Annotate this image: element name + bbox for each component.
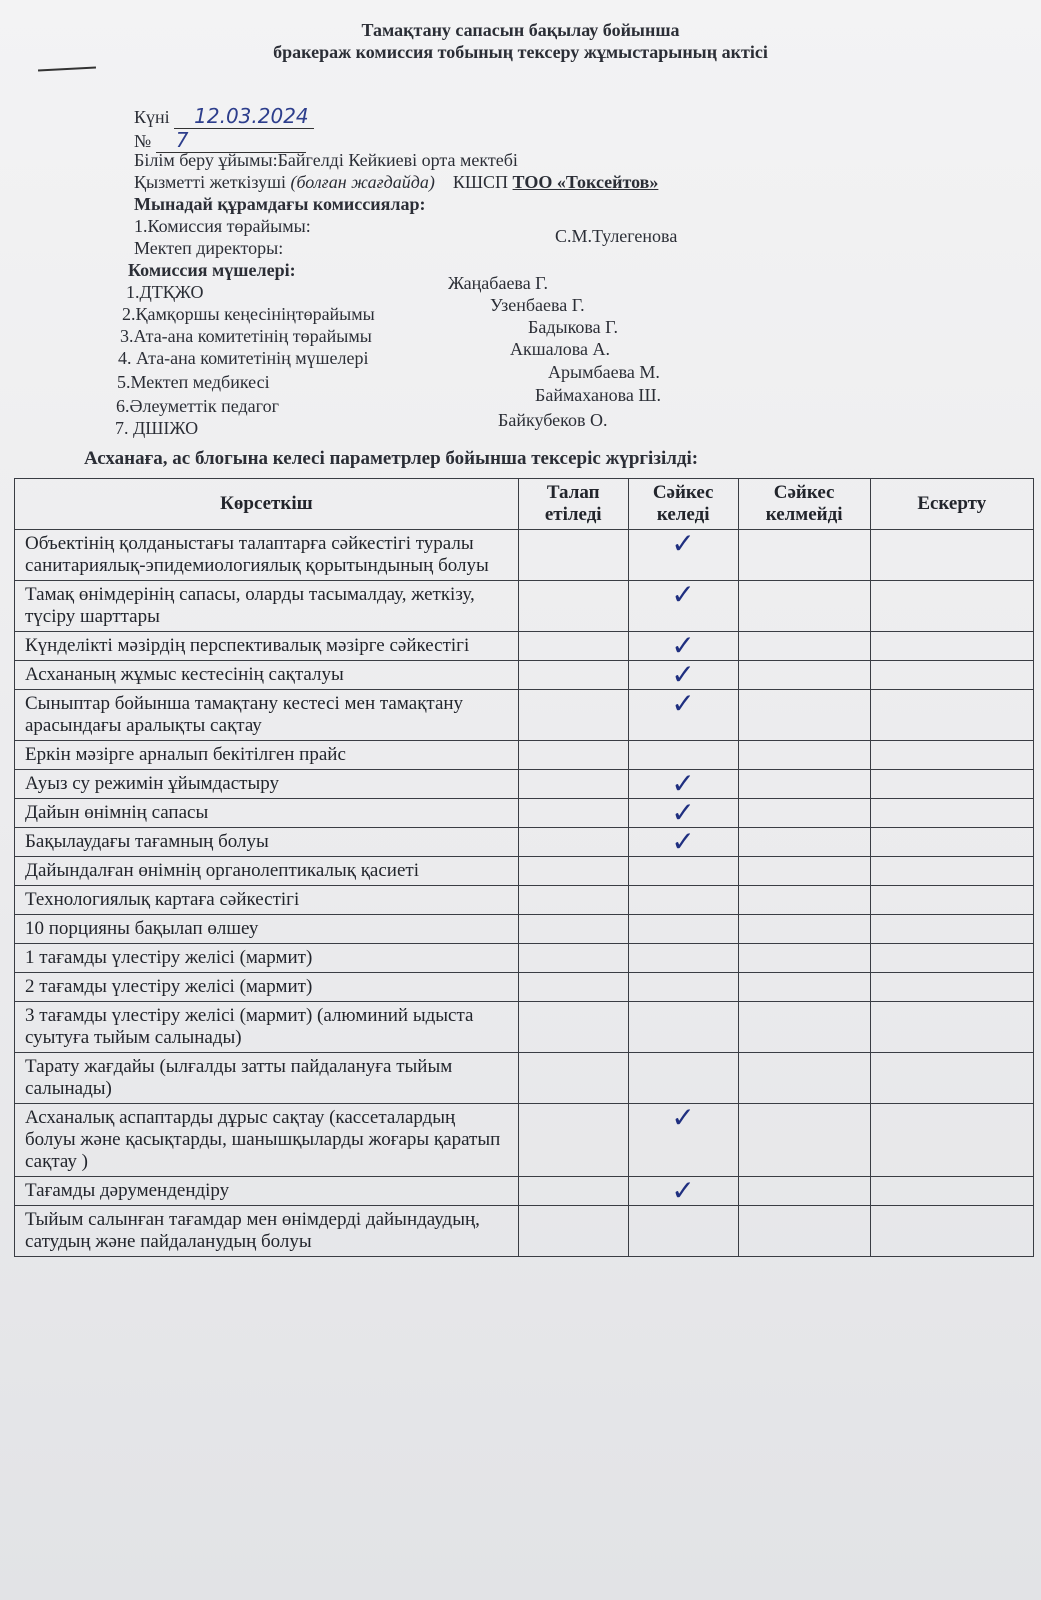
- row-indicator: Дайындалған өнімнің органолептикалық қасиеті: [15, 857, 519, 886]
- not-complies-cell: [738, 886, 870, 915]
- column-header-required: Талап етіледі: [518, 479, 628, 530]
- required-cell: [518, 915, 628, 944]
- table-header-row: [15, 479, 1034, 530]
- member-role: 4. Ата-ана комитетінің мүшелері: [118, 348, 369, 368]
- required-cell: [518, 944, 628, 973]
- supplier-type: КШСП: [452, 172, 509, 192]
- note-cell: [870, 632, 1033, 661]
- required-cell: [518, 661, 628, 690]
- row-indicator: Күнделікті мәзірдің перспективалық мәзірге сәйкестігі: [15, 632, 519, 661]
- member-role: 2.Қамқоршы кеңесініңтөрайымы: [122, 304, 375, 324]
- member-name: Бадыкова Г.: [528, 317, 619, 337]
- complies-cell: ✓: [628, 632, 738, 661]
- note-cell: [870, 690, 1033, 741]
- required-cell: [518, 886, 628, 915]
- member-role: 1.ДТҚЖО: [126, 282, 204, 302]
- member-role: 5.Мектеп медбикесі: [117, 372, 270, 392]
- note-cell: [870, 915, 1033, 944]
- required-cell: [518, 1002, 628, 1053]
- row-indicator: Ауыз су режимін ұйымдастыру: [15, 770, 519, 799]
- required-cell: [518, 1177, 628, 1206]
- not-complies-cell: [738, 1002, 870, 1053]
- not-complies-cell: [738, 799, 870, 828]
- not-complies-cell: [738, 944, 870, 973]
- not-complies-cell: [738, 973, 870, 1002]
- note-cell: [870, 886, 1033, 915]
- complies-cell: [628, 1206, 738, 1257]
- required-cell: [518, 770, 628, 799]
- not-complies-cell: [738, 690, 870, 741]
- row-indicator: 10 порцияны бақылап өлшеу: [15, 915, 519, 944]
- not-complies-cell: [738, 915, 870, 944]
- required-cell: [518, 632, 628, 661]
- table-row: [15, 944, 1034, 973]
- complies-cell: ✓: [628, 1104, 738, 1177]
- required-cell: [518, 1206, 628, 1257]
- number-label: №: [134, 131, 152, 151]
- supplier-line: [134, 172, 658, 193]
- row-indicator: Асхананың жұмыс кестесінің сақталуы: [15, 661, 519, 690]
- note-cell: [870, 770, 1033, 799]
- date-field: [134, 104, 314, 129]
- note-cell: [870, 857, 1033, 886]
- required-cell: [518, 741, 628, 770]
- row-indicator: Тамақ өнімдерінің сапасы, оларды тасымалдау, жеткізу, түсіру шарттары: [15, 581, 519, 632]
- required-cell: [518, 581, 628, 632]
- not-complies-cell: [738, 741, 870, 770]
- act-title-line1: Тамақтану сапасын бақылау бойынша: [361, 20, 680, 40]
- row-indicator: Сыныптар бойынша тамақтану кестесі мен тамақтану арасындағы аралықты сақтау: [15, 690, 519, 741]
- complies-cell: ✓: [628, 530, 738, 581]
- table-row: [15, 690, 1034, 741]
- row-indicator: Тағамды дәрумендендіру: [15, 1177, 519, 1206]
- complies-cell: [628, 741, 738, 770]
- table-row: [15, 581, 1034, 632]
- director-name: С.М.Тулегенова: [555, 226, 678, 246]
- note-cell: [870, 581, 1033, 632]
- note-cell: [870, 661, 1033, 690]
- complies-cell: ✓: [628, 690, 738, 741]
- chair-label: 1.Комиссия төрайымы:: [134, 216, 311, 236]
- not-complies-cell: [738, 530, 870, 581]
- required-cell: [518, 828, 628, 857]
- note-cell: [870, 1104, 1033, 1177]
- row-indicator: Асханалық аспаптарды дұрыс сақтау (кассеталардың болуы және қасықтарды, шанышқыларды жоғары қаратып сақтау ): [15, 1104, 519, 1177]
- required-cell: [518, 690, 628, 741]
- date-label: Күні: [134, 107, 170, 127]
- table-row: [15, 1002, 1034, 1053]
- table-row: [15, 828, 1034, 857]
- row-indicator: Тыйым салынған тағамдар мен өнімдерді дайындаудың, сатудың және пайдаланудың болуы: [15, 1206, 519, 1257]
- table-row: [15, 915, 1034, 944]
- required-cell: [518, 530, 628, 581]
- table-row: [15, 799, 1034, 828]
- table-row: [15, 770, 1034, 799]
- members-heading: Комиссия мүшелері:: [128, 260, 296, 280]
- margin-mark: [38, 66, 96, 71]
- director-label: Мектеп директоры:: [134, 238, 284, 258]
- member-name: Узенбаева Г.: [490, 295, 585, 315]
- not-complies-cell: [738, 1206, 870, 1257]
- required-cell: [518, 973, 628, 1002]
- member-role: 6.Әлеуметтік педагог: [116, 396, 279, 416]
- row-indicator: 1 тағамды үлестіру желісі (мармит): [15, 944, 519, 973]
- table-row: [15, 530, 1034, 581]
- note-cell: [870, 799, 1033, 828]
- table-row: [15, 1104, 1034, 1177]
- organization-line: Білім беру ұйымы:Байгелді Кейкиеві орта мектебі: [134, 150, 518, 170]
- section-heading: Асханаға, ас блогына келесі параметрлер бойынша тексеріс жүргізілді:: [84, 448, 699, 469]
- required-cell: [518, 1104, 628, 1177]
- member-name: Жаңабаева Г.: [448, 273, 549, 293]
- complies-cell: ✓: [628, 1177, 738, 1206]
- complies-cell: [628, 1053, 738, 1104]
- row-indicator: Бақылаудағы тағамның болуы: [15, 828, 519, 857]
- not-complies-cell: [738, 1104, 870, 1177]
- table-row: [15, 661, 1034, 690]
- row-indicator: Дайын өнімнің сапасы: [15, 799, 519, 828]
- column-header-complies: Сәйкес келеді: [628, 479, 738, 530]
- table-row: [15, 1053, 1034, 1104]
- not-complies-cell: [738, 828, 870, 857]
- supplier-label: Қызметті жеткізуші: [134, 172, 286, 192]
- note-cell: [870, 828, 1033, 857]
- complies-cell: [628, 857, 738, 886]
- not-complies-cell: [738, 1177, 870, 1206]
- required-cell: [518, 857, 628, 886]
- note-cell: [870, 741, 1033, 770]
- row-indicator: 3 тағамды үлестіру желісі (мармит) (алюминий ыдыста суытуға тыйым салынады): [15, 1002, 519, 1053]
- note-cell: [870, 1206, 1033, 1257]
- complies-cell: [628, 1002, 738, 1053]
- table-row: [15, 741, 1034, 770]
- number-value: 7: [156, 128, 306, 153]
- column-header-indicator: Көрсеткіш: [15, 479, 519, 530]
- composition-heading: Мынадай құрамдағы комиссиялар:: [134, 194, 426, 214]
- member-role: 7. ДШІЖО: [115, 418, 199, 438]
- required-cell: [518, 1053, 628, 1104]
- note-cell: [870, 1177, 1033, 1206]
- member-name: Баймаханова Ш.: [535, 385, 662, 405]
- note-cell: [870, 944, 1033, 973]
- supplier-name: ТОО «Токсейтов»: [512, 172, 659, 192]
- column-header-note: Ескерту: [870, 479, 1033, 530]
- member-name: Байкубеков О.: [498, 410, 608, 430]
- not-complies-cell: [738, 1053, 870, 1104]
- complies-cell: ✓: [628, 799, 738, 828]
- complies-cell: [628, 886, 738, 915]
- inspection-table: [14, 478, 1034, 1257]
- member-name: Арымбаева М.: [548, 362, 660, 382]
- complies-cell: [628, 915, 738, 944]
- complies-cell: ✓: [628, 581, 738, 632]
- complies-cell: [628, 944, 738, 973]
- complies-cell: ✓: [628, 770, 738, 799]
- row-indicator: Технологиялық картаға сәйкестігі: [15, 886, 519, 915]
- table-row: [15, 1177, 1034, 1206]
- note-cell: [870, 1053, 1033, 1104]
- not-complies-cell: [738, 770, 870, 799]
- not-complies-cell: [738, 632, 870, 661]
- act-title-line2: бракераж комиссия тобының тексеру жұмыстарының актісі: [273, 42, 768, 62]
- table-row: [15, 973, 1034, 1002]
- row-indicator: 2 тағамды үлестіру желісі (мармит): [15, 973, 519, 1002]
- not-complies-cell: [738, 857, 870, 886]
- note-cell: [870, 530, 1033, 581]
- date-value: 12.03.2024: [174, 104, 314, 129]
- member-role: 3.Ата-ана комитетінің төрайымы: [120, 326, 372, 346]
- note-cell: [870, 1002, 1033, 1053]
- table-row: [15, 886, 1034, 915]
- complies-cell: [628, 973, 738, 1002]
- row-indicator: Тарату жағдайы (ылғалды затты пайдалануға тыйым салынады): [15, 1053, 519, 1104]
- supplier-note: (болған жағдайда): [290, 172, 435, 192]
- table-row: [15, 1206, 1034, 1257]
- complies-cell: ✓: [628, 661, 738, 690]
- table-row: [15, 857, 1034, 886]
- member-name: Акшалова А.: [510, 339, 610, 359]
- note-cell: [870, 973, 1033, 1002]
- required-cell: [518, 799, 628, 828]
- column-header-not-complies: Сәйкес келмейді: [738, 479, 870, 530]
- row-indicator: Еркін мәзірге арналып бекітілген прайс: [15, 741, 519, 770]
- not-complies-cell: [738, 661, 870, 690]
- not-complies-cell: [738, 581, 870, 632]
- complies-cell: ✓: [628, 828, 738, 857]
- row-indicator: Объектінің қолданыстағы талаптарға сәйкестігі туралы санитариялық-эпидемиологиялық қорытындының болуы: [15, 530, 519, 581]
- table-row: [15, 632, 1034, 661]
